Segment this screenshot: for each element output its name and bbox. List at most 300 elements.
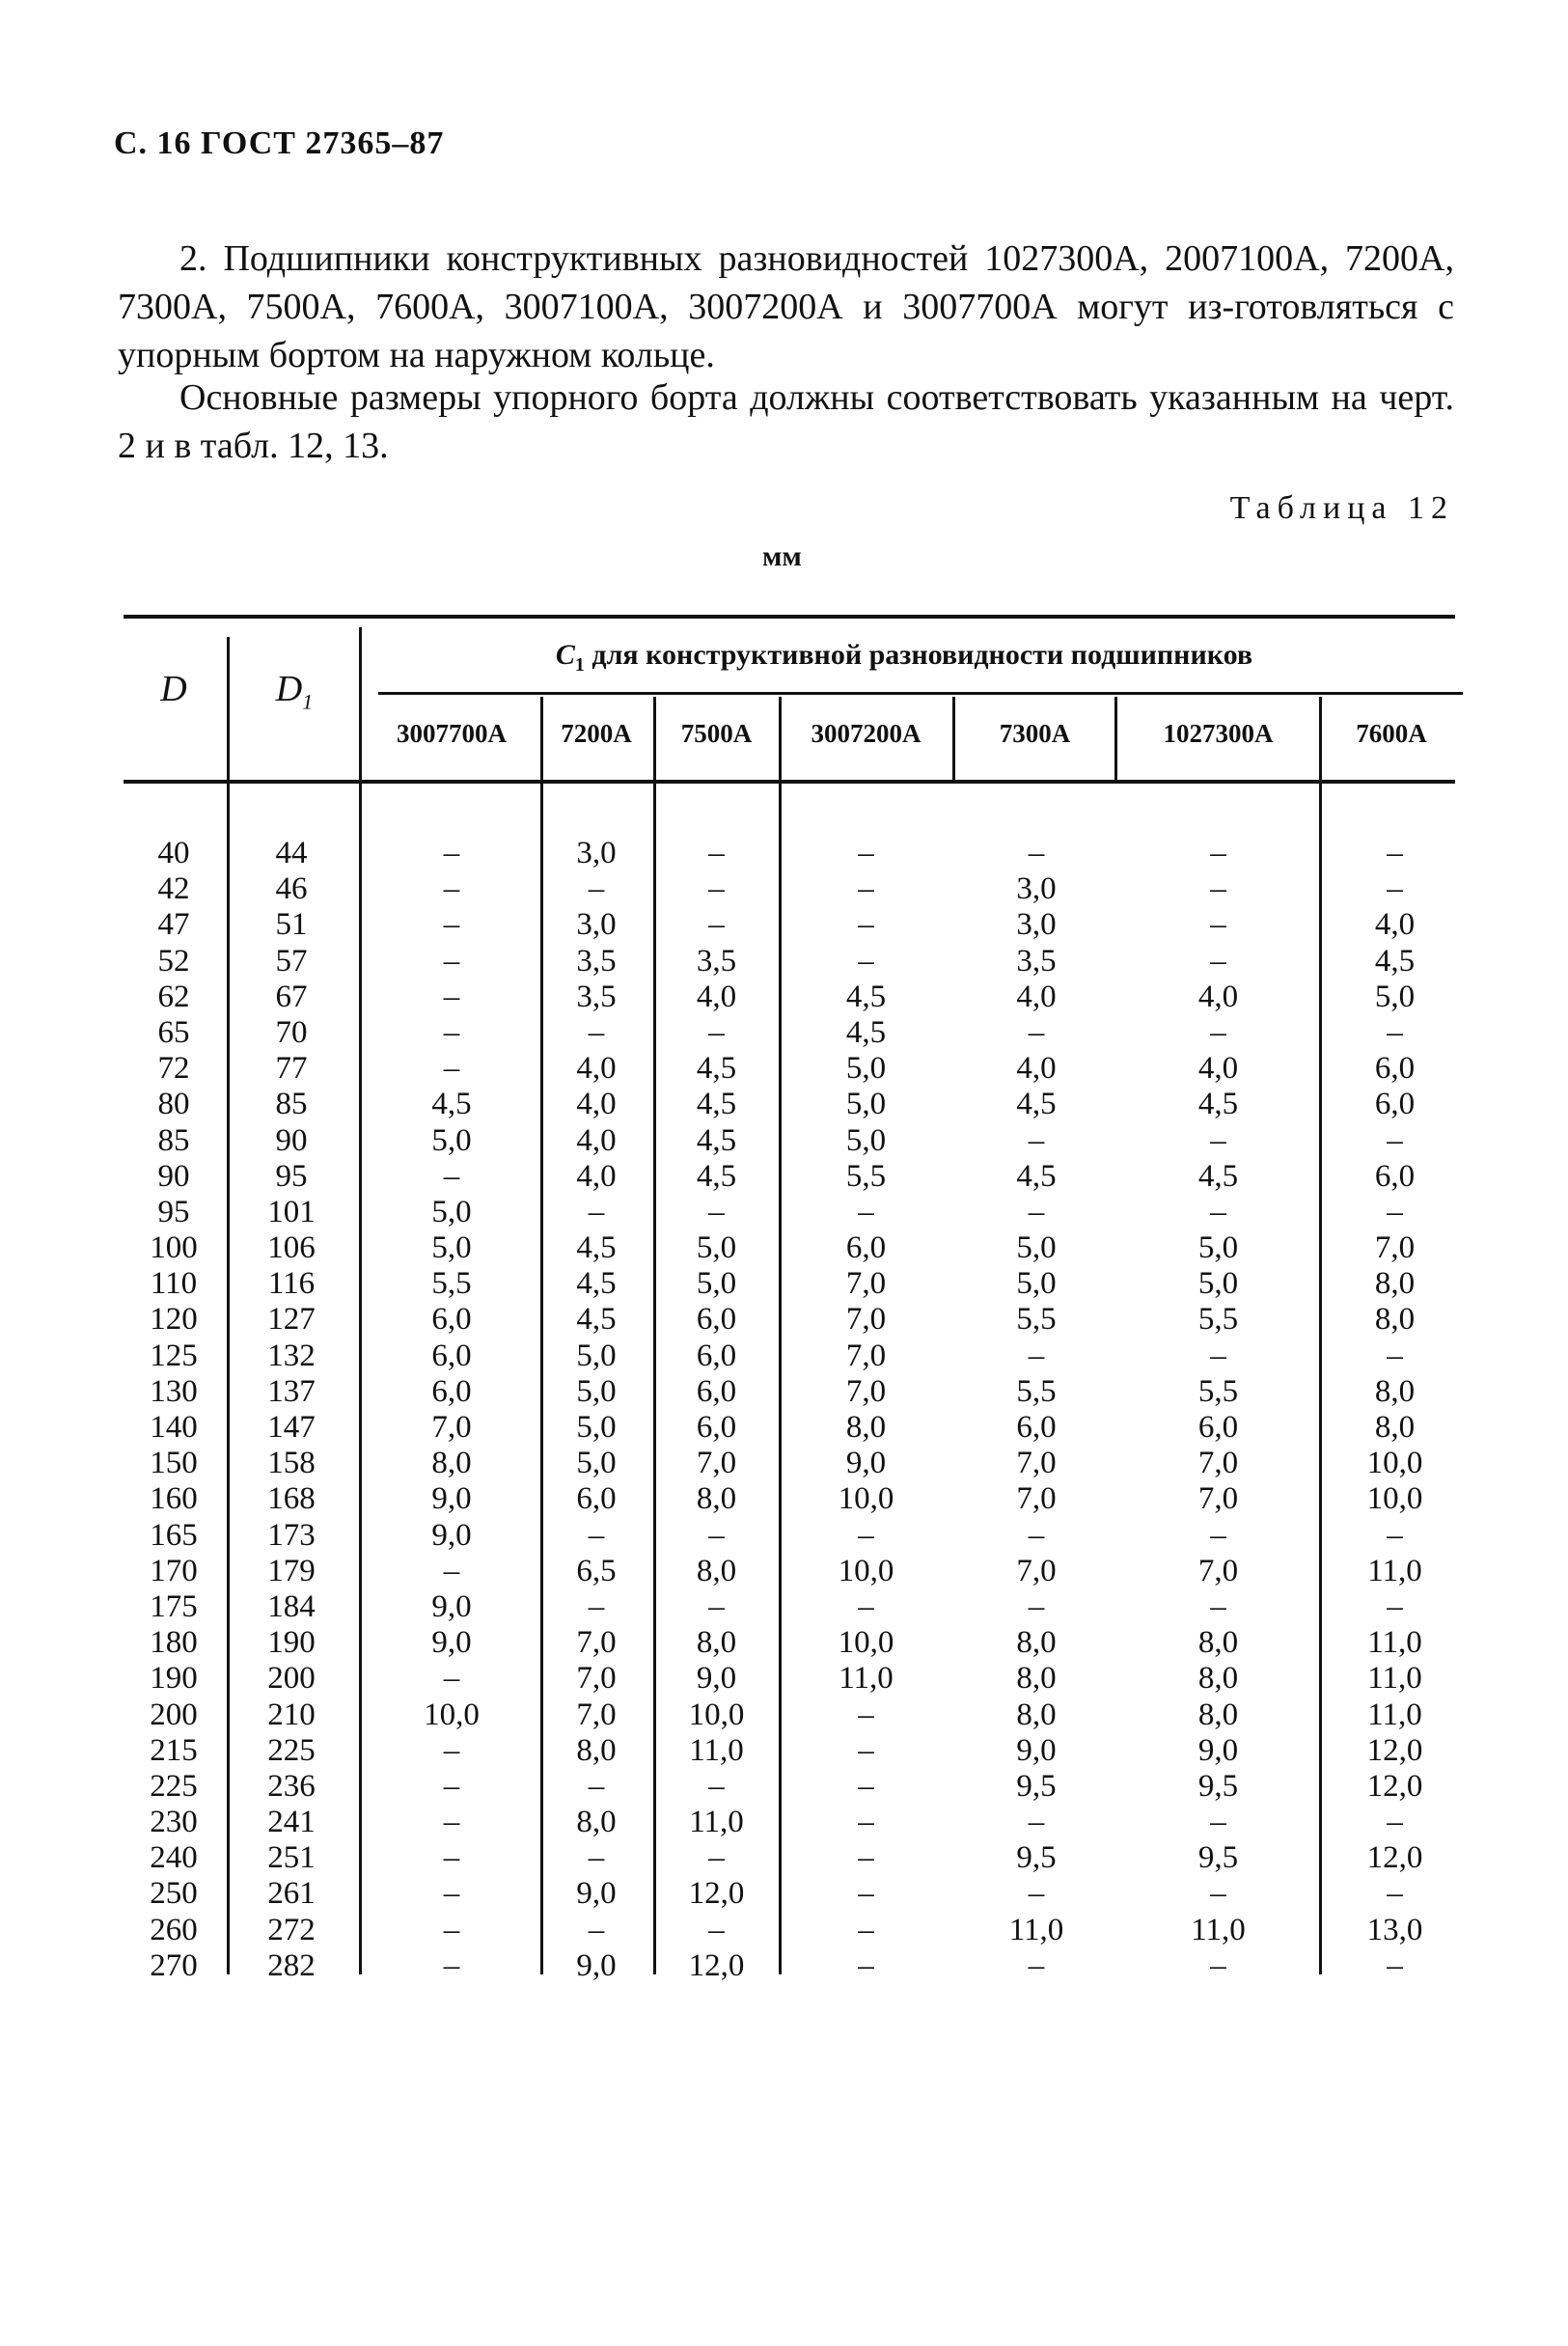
cell-C1: –: [858, 1588, 874, 1624]
cell-C1: –: [1387, 871, 1403, 907]
cell-C1: 5,0: [845, 1051, 887, 1087]
cell-C1: 9,0: [1197, 1732, 1239, 1768]
cell-C1: 11,0: [689, 1732, 744, 1768]
cell-D: 230: [150, 1805, 198, 1840]
cell-C1: 5,0: [576, 1446, 617, 1481]
cell-C1: –: [1210, 1588, 1226, 1624]
cell-D: 110: [150, 1266, 198, 1302]
table-row: [0, 1195, 1568, 1230]
cell-C1: –: [708, 1768, 725, 1804]
table-row: [0, 1374, 1568, 1410]
cell-C1: –: [443, 1876, 460, 1912]
cell-C1: –: [1387, 836, 1403, 870]
table-row: [0, 1876, 1568, 1912]
cell-D1: 236: [267, 1768, 316, 1804]
cell-C1: 6,0: [431, 1338, 472, 1373]
cell-C1: –: [588, 1768, 605, 1804]
cell-D1: 158: [267, 1446, 316, 1481]
cell-D1: 168: [267, 1481, 316, 1517]
cell-C1: 5,0: [431, 1122, 472, 1158]
paragraph-1: 2. Подшипники конструктивных разновидностей 1027300А, 2007100А, 7200А, 7300А, 7500А, 7600А, 3007100А, 3007200А и 3007700А могут из-готовляться с упорным бортом на наружном кольце.: [118, 238, 1454, 375]
cell-C1: 9,0: [431, 1625, 472, 1661]
table-row: [0, 1661, 1568, 1697]
cell-C1: 11,0: [1367, 1697, 1422, 1732]
cell-D1: 200: [267, 1661, 316, 1697]
cell-D1: 95: [275, 1158, 308, 1194]
cell-C1: 6,0: [1197, 1410, 1239, 1445]
cell-C1: 10,0: [688, 1697, 745, 1732]
cell-C1: –: [1210, 1805, 1226, 1840]
cell-C1: 11,0: [689, 1805, 744, 1840]
cell-C1: 11,0: [1367, 1661, 1422, 1697]
cell-C1: 3,5: [696, 943, 737, 979]
cell-C1: –: [708, 1588, 725, 1624]
table-row: [0, 1481, 1568, 1517]
cell-C1: 3,5: [1016, 943, 1057, 979]
cell-C1: 5,0: [576, 1373, 617, 1409]
cell-C1: 4,5: [696, 1158, 737, 1194]
cell-D1: 179: [267, 1553, 316, 1588]
cell-C1: 5,0: [696, 1230, 737, 1266]
cell-C1: 7,0: [845, 1373, 887, 1409]
cell-C1: –: [443, 1553, 460, 1588]
cell-C1: 6,0: [696, 1410, 737, 1445]
cell-C1: 6,0: [1374, 1087, 1416, 1122]
cell-C1: 13,0: [1366, 1912, 1423, 1947]
cell-C1: 4,5: [576, 1302, 617, 1338]
table-row: [0, 907, 1568, 943]
cell-C1: 9,0: [696, 1661, 737, 1697]
cell-C1: –: [1210, 943, 1226, 979]
cell-C1: –: [708, 907, 725, 943]
cell-D1: 77: [275, 1051, 308, 1087]
cell-C1: –: [443, 979, 460, 1014]
cell-C1: 8,0: [1016, 1661, 1057, 1697]
cell-C1: –: [708, 871, 725, 907]
cell-C1: –: [1028, 836, 1045, 870]
cell-C1: 12,0: [688, 1876, 745, 1912]
table-caption: Таблица 12: [1229, 490, 1454, 526]
cell-C1: 6,0: [696, 1373, 737, 1409]
cell-C1: –: [1210, 1014, 1226, 1050]
cell-C1: –: [588, 1912, 605, 1947]
header-C1-span: $C_1$ для конструктивной разновидности подшипников: [555, 639, 1253, 676]
cell-C1: 5,5: [1197, 1373, 1239, 1409]
cell-C1: –: [1028, 1947, 1045, 1983]
cell-C1: 6,0: [845, 1230, 887, 1266]
table-row: [0, 1518, 1568, 1554]
cell-C1: 4,0: [1197, 1051, 1239, 1087]
cell-C1: 11,0: [1367, 1625, 1422, 1661]
cell-C1: 10,0: [424, 1697, 480, 1732]
cell-C1: 7,0: [431, 1410, 472, 1445]
cell-C1: 8,0: [845, 1410, 887, 1445]
cell-C1: 9,0: [576, 1947, 617, 1983]
cell-C1: 12,0: [688, 1947, 745, 1983]
cell-C1: 4,5: [845, 1014, 887, 1050]
cell-C1: 8,0: [431, 1446, 472, 1481]
cell-C1: 7,0: [576, 1661, 617, 1697]
cell-C1: 8,0: [576, 1732, 617, 1768]
cell-D: 52: [157, 943, 190, 979]
cell-C1: –: [588, 1194, 605, 1229]
cell-C1: –: [443, 907, 460, 943]
cell-D: 215: [150, 1732, 198, 1768]
cell-C1: 5,0: [845, 1087, 887, 1122]
table-row: [0, 1589, 1568, 1625]
cell-C1: 3,0: [1016, 871, 1057, 907]
cell-D1: 272: [267, 1912, 316, 1947]
cell-C1: –: [1387, 1014, 1403, 1050]
cell-D: 170: [150, 1553, 198, 1588]
cell-C1: –: [708, 1517, 725, 1553]
cell-C1: 6,0: [431, 1373, 472, 1409]
cell-C1: –: [1028, 1122, 1045, 1158]
cell-D: 130: [150, 1373, 198, 1409]
cell-C1: 6,0: [576, 1481, 617, 1517]
table-row: [0, 980, 1568, 1015]
cell-D1: 57: [275, 943, 308, 979]
cell-C1: –: [588, 1588, 605, 1624]
cell-C1: –: [708, 1912, 725, 1947]
cell-C1: 12,0: [1366, 1840, 1423, 1876]
cell-D: 85: [157, 1122, 190, 1158]
cell-D: 125: [150, 1338, 198, 1373]
table-row: [0, 1410, 1568, 1446]
cell-D1: 147: [267, 1410, 316, 1445]
cell-D1: 261: [267, 1876, 316, 1912]
cell-C1: 5,0: [845, 1122, 887, 1158]
cell-D1: 90: [275, 1122, 308, 1158]
table-row: [0, 871, 1568, 907]
cell-C1: 5,0: [1374, 979, 1416, 1014]
cell-C1: –: [1210, 1876, 1226, 1912]
cell-C1: –: [443, 1158, 460, 1194]
cell-C1: –: [858, 836, 874, 870]
cell-C1: 9,5: [1016, 1768, 1057, 1804]
table-row: [0, 1339, 1568, 1374]
cell-D: 140: [150, 1410, 198, 1445]
cell-C1: 7,0: [1197, 1553, 1239, 1588]
cell-C1: –: [858, 1805, 874, 1840]
cell-C1: 6,0: [1016, 1410, 1057, 1445]
cell-D: 150: [150, 1446, 198, 1481]
cell-C1: 4,5: [1016, 1087, 1057, 1122]
cell-C1: –: [443, 943, 460, 979]
cell-C1: –: [443, 871, 460, 907]
cell-C1: 7,0: [1016, 1446, 1057, 1481]
cell-C1: 4,5: [1197, 1087, 1239, 1122]
cell-C1: 8,0: [1016, 1625, 1057, 1661]
cell-C1: 9,0: [845, 1446, 887, 1481]
cell-C1: 4,0: [576, 1122, 617, 1158]
cell-C1: 3,0: [576, 907, 617, 943]
cell-C1: 10,0: [838, 1553, 894, 1588]
table-body: [0, 836, 1568, 1984]
cell-C1: 7,0: [1197, 1446, 1239, 1481]
cell-C1: 5,0: [1016, 1266, 1057, 1302]
cell-C1: 12,0: [1366, 1732, 1423, 1768]
cell-D1: 101: [267, 1194, 316, 1229]
cell-C1: 8,0: [1374, 1410, 1416, 1445]
cell-C1: –: [1028, 1517, 1045, 1553]
cell-C1: 7,0: [845, 1302, 887, 1338]
cell-D: 270: [150, 1947, 198, 1983]
cell-C1: 5,0: [576, 1410, 617, 1445]
cell-D: 90: [157, 1158, 190, 1194]
table-row: [0, 944, 1568, 980]
cell-D: 65: [157, 1014, 190, 1050]
cell-C1: 7,0: [1197, 1481, 1239, 1517]
col-header-7500A: 7500А: [680, 719, 753, 748]
cell-C1: –: [858, 1194, 874, 1229]
cell-C1: 4,0: [576, 1158, 617, 1194]
table-top-rule: [124, 615, 1455, 619]
cell-C1: –: [1028, 1876, 1045, 1912]
cell-D1: 67: [275, 979, 308, 1014]
table-row: [0, 1159, 1568, 1195]
cell-C1: –: [1387, 1947, 1403, 1983]
cell-C1: –: [858, 907, 874, 943]
cell-C1: –: [1387, 1517, 1403, 1553]
cell-C1: 9,0: [1016, 1732, 1057, 1768]
table-row: [0, 1769, 1568, 1805]
table-row: [0, 1051, 1568, 1087]
table-row: [0, 1123, 1568, 1159]
cell-C1: –: [1210, 1338, 1226, 1373]
col-header-1027300A: 1027300А: [1163, 719, 1274, 748]
cell-D: 40: [157, 836, 190, 870]
cell-C1: 5,0: [431, 1230, 472, 1266]
cell-D1: 132: [267, 1338, 316, 1373]
cell-C1: 7,0: [1374, 1230, 1416, 1266]
cell-C1: –: [1387, 1338, 1403, 1373]
cell-C1: 10,0: [1366, 1446, 1423, 1481]
cell-D: 180: [150, 1625, 198, 1661]
cell-C1: 5,0: [1016, 1230, 1057, 1266]
cell-C1: 4,5: [576, 1230, 617, 1266]
cell-C1: –: [858, 1768, 874, 1804]
cell-C1: 4,5: [1016, 1158, 1057, 1194]
running-header: С. 16 ГОСТ 27365–87: [114, 125, 445, 161]
cell-C1: 5,0: [431, 1194, 472, 1229]
cell-C1: –: [858, 1517, 874, 1553]
table-row: [0, 1230, 1568, 1266]
cell-C1: –: [1210, 871, 1226, 907]
cell-C1: 7,0: [1016, 1553, 1057, 1588]
cell-C1: –: [443, 836, 460, 870]
cell-C1: 6,0: [431, 1302, 472, 1338]
cell-C1: –: [858, 943, 874, 979]
cell-D1: 127: [267, 1302, 316, 1338]
cell-C1: –: [1210, 1517, 1226, 1553]
cell-C1: 4,5: [696, 1051, 737, 1087]
cell-C1: –: [1210, 1122, 1226, 1158]
table-row: [0, 1913, 1568, 1948]
col-header-7300A: 7300А: [999, 719, 1071, 748]
cell-D: 200: [150, 1697, 198, 1732]
cell-C1: –: [1028, 1338, 1045, 1373]
cell-C1: 4,5: [696, 1122, 737, 1158]
cell-C1: 5,5: [431, 1266, 472, 1302]
cell-C1: 5,0: [696, 1266, 737, 1302]
cell-C1: –: [443, 1840, 460, 1876]
cell-C1: 4,5: [845, 979, 887, 1014]
cell-C1: 4,0: [576, 1087, 617, 1122]
col-header-3007200A: 3007200А: [811, 719, 922, 748]
cell-C1: 4,0: [1374, 907, 1416, 943]
cell-C1: 10,0: [838, 1481, 894, 1517]
cell-C1: 7,0: [845, 1266, 887, 1302]
cell-C1: 8,0: [576, 1805, 617, 1840]
cell-C1: 9,0: [431, 1588, 472, 1624]
cell-C1: 3,5: [576, 943, 617, 979]
cell-C1: 8,0: [1197, 1697, 1239, 1732]
table-row: [0, 1805, 1568, 1840]
cell-C1: –: [1387, 1194, 1403, 1229]
cell-C1: –: [443, 1768, 460, 1804]
cell-D1: 282: [267, 1947, 316, 1983]
cell-D: 42: [157, 871, 190, 907]
cell-C1: –: [443, 1051, 460, 1087]
col-header-3007700A: 3007700А: [397, 719, 507, 748]
cell-C1: 4,0: [1197, 979, 1239, 1014]
cell-C1: 8,0: [1374, 1302, 1416, 1338]
cell-C1: 5,0: [1197, 1266, 1239, 1302]
cell-C1: –: [708, 1840, 725, 1876]
cell-C1: 11,0: [1008, 1912, 1064, 1947]
cell-C1: 6,0: [1374, 1051, 1416, 1087]
table-row: [0, 1554, 1568, 1589]
cell-C1: 8,0: [1197, 1661, 1239, 1697]
cell-C1: 9,5: [1016, 1840, 1057, 1876]
header-D: D: [160, 669, 187, 709]
table-vline-7: [1114, 697, 1117, 780]
cell-C1: 4,5: [696, 1087, 737, 1122]
cell-C1: –: [443, 1014, 460, 1050]
cell-C1: –: [443, 1661, 460, 1697]
cell-D: 72: [157, 1051, 190, 1087]
cell-C1: –: [1210, 836, 1226, 870]
cell-C1: –: [1028, 1194, 1045, 1229]
cell-C1: –: [1387, 1805, 1403, 1840]
cell-C1: 4,5: [1197, 1158, 1239, 1194]
cell-C1: 8,0: [1016, 1697, 1057, 1732]
cell-D: 225: [150, 1768, 198, 1804]
table-row: [0, 1625, 1568, 1661]
cell-D: 190: [150, 1661, 198, 1697]
cell-C1: 9,5: [1197, 1840, 1239, 1876]
cell-D1: 241: [267, 1805, 316, 1840]
cell-C1: –: [443, 1732, 460, 1768]
cell-C1: 8,0: [1374, 1266, 1416, 1302]
cell-C1: –: [588, 1517, 605, 1553]
cell-C1: 10,0: [1366, 1481, 1423, 1517]
cell-C1: 6,0: [1374, 1158, 1416, 1194]
cell-C1: –: [1210, 1947, 1226, 1983]
cell-C1: 9,0: [431, 1517, 472, 1553]
cell-D1: 210: [267, 1697, 316, 1732]
cell-C1: 11,0: [839, 1661, 894, 1697]
cell-C1: 4,5: [1374, 943, 1416, 979]
cell-D: 250: [150, 1876, 198, 1912]
cell-D: 175: [150, 1588, 198, 1624]
header-D1: $D_1$: [275, 669, 314, 714]
cell-C1: 7,0: [845, 1338, 887, 1373]
cell-C1: –: [858, 1697, 874, 1732]
cell-C1: –: [1028, 1014, 1045, 1050]
cell-C1: 7,0: [576, 1697, 617, 1732]
cell-C1: –: [858, 1732, 874, 1768]
cell-C1: 3,5: [576, 979, 617, 1014]
cell-D1: 116: [267, 1266, 316, 1302]
table-row: [0, 1302, 1568, 1338]
cell-C1: 7,0: [1016, 1481, 1057, 1517]
cell-D: 80: [157, 1087, 190, 1122]
cell-C1: 5,5: [1016, 1302, 1057, 1338]
cell-C1: 9,5: [1197, 1768, 1239, 1804]
cell-C1: –: [858, 1912, 874, 1947]
cell-D1: 51: [275, 907, 308, 943]
cell-C1: 6,5: [576, 1553, 617, 1588]
cell-C1: 8,0: [1197, 1625, 1239, 1661]
cell-C1: –: [858, 1876, 874, 1912]
cell-C1: 4,5: [576, 1266, 617, 1302]
cell-C1: –: [588, 1014, 605, 1050]
col-header-7600A: 7600А: [1356, 719, 1427, 748]
cell-C1: –: [1210, 907, 1226, 943]
cell-C1: 5,0: [576, 1338, 617, 1373]
cell-C1: –: [443, 1805, 460, 1840]
cell-C1: 4,0: [1016, 979, 1057, 1014]
cell-C1: 11,0: [1191, 1912, 1246, 1947]
table-row: [0, 1733, 1568, 1769]
cell-D1: 137: [267, 1373, 316, 1409]
table-row: [0, 1015, 1568, 1051]
cell-D1: 251: [267, 1840, 316, 1876]
cell-C1: 5,0: [1197, 1230, 1239, 1266]
cell-D1: 70: [275, 1014, 308, 1050]
table-row: [0, 1697, 1568, 1733]
cell-C1: –: [708, 1014, 725, 1050]
cell-C1: 8,0: [696, 1553, 737, 1588]
table-sub-rule: [378, 692, 1463, 695]
table-row: [0, 836, 1568, 871]
cell-C1: 7,0: [576, 1625, 617, 1661]
cell-C1: 8,0: [1374, 1373, 1416, 1409]
cell-C1: 9,0: [576, 1876, 617, 1912]
cell-C1: 4,0: [576, 1051, 617, 1087]
table-row: [0, 1266, 1568, 1302]
cell-D1: 106: [267, 1230, 316, 1266]
table-row: [0, 1446, 1568, 1481]
cell-C1: 5,5: [1197, 1302, 1239, 1338]
cell-C1: –: [1387, 1876, 1403, 1912]
cell-D: 160: [150, 1481, 198, 1517]
paragraph-2: Основные размеры упорного борта должны соответствовать указанным на черт. 2 и в табл. 12, 13.: [118, 377, 1454, 466]
cell-C1: 5,5: [845, 1158, 887, 1194]
cell-D: 100: [150, 1230, 198, 1266]
cell-D: 95: [157, 1194, 190, 1229]
table-row: [0, 1840, 1568, 1876]
cell-C1: –: [708, 1194, 725, 1229]
cell-D1: 190: [267, 1625, 316, 1661]
cell-C1: –: [858, 1947, 874, 1983]
cell-D: 240: [150, 1840, 198, 1876]
cell-C1: 6,0: [696, 1302, 737, 1338]
cell-C1: –: [1028, 1588, 1045, 1624]
cell-C1: 5,5: [1016, 1373, 1057, 1409]
